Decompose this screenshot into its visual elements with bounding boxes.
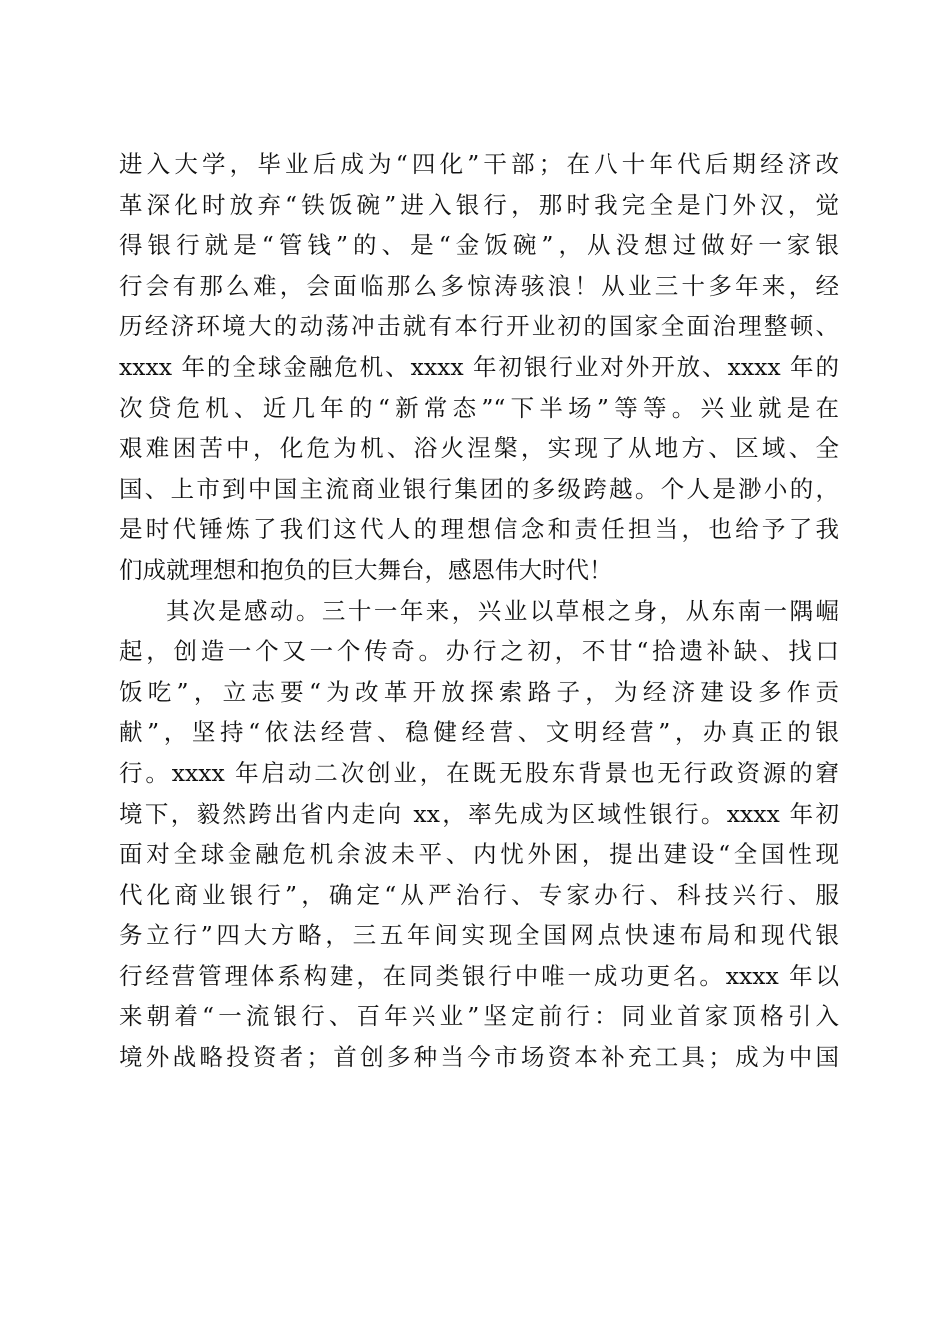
text-line: 得银行就是“管钱”的、是“金饭碗”，从没想过做好一家银 xyxy=(119,231,839,260)
text-line: 起，创造一个又一个传奇。办行之初，不甘“拾遗补缺、找口 xyxy=(119,637,839,666)
text-line: 境下，毅然跨出省内走向 xx，率先成为区域性银行。xxxx 年初 xyxy=(119,799,839,828)
text-line: 是时代锤炼了我们这代人的理想信念和责任担当，也给予了我 xyxy=(119,515,839,544)
text-line: 历经济环境大的动荡冲击就有本行开业初的国家全面治理整顿、 xyxy=(119,312,839,341)
text-line: 行。xxxx 年启动二次创业，在既无股东背景也无行政资源的窘 xyxy=(119,758,839,787)
paragraph-1 xyxy=(119,144,839,591)
text-line: 饭吃”，立志要“为改革开放探索路子，为经济建设多作贡 xyxy=(119,677,839,706)
text-line: 国、上市到中国主流商业银行集团的多级跨越。个人是渺小的， xyxy=(119,474,839,503)
text-line: 其次是感动。三十一年来，兴业以草根之身，从东南一隅崛 xyxy=(166,596,839,625)
text-line: 务立行”四大方略，三五年间实现全国网点快速布局和现代银 xyxy=(119,921,839,950)
text-line: 行会有那么难，会面临那么多惊涛骇浪！从业三十多年来，经 xyxy=(119,271,839,300)
text-line: 革深化时放弃“铁饭碗”进入银行，那时我完全是门外汉，觉 xyxy=(119,190,839,219)
text-line: 献”，坚持“依法经营、稳健经营、文明经营”，办真正的银 xyxy=(119,718,839,747)
text-line: 代化商业银行”，确定“从严治行、专家办行、科技兴行、服 xyxy=(119,880,839,909)
text-line: 来朝着“一流银行、百年兴业”坚定前行：同业首家顶格引入 xyxy=(119,1002,839,1031)
text-line: 次贷危机、近几年的“新常态”“下半场”等等。兴业就是在 xyxy=(119,393,839,422)
text-line: 们成就理想和抱负的巨大舞台，感恩伟大时代！ xyxy=(119,555,613,584)
text-line: 面对全球金融危机余波未平、内忧外困，提出建设“全国性现 xyxy=(119,840,839,869)
paragraph-2 xyxy=(119,591,839,1078)
text-line: 艰难困苦中，化危为机、浴火涅槃，实现了从地方、区域、全 xyxy=(119,434,839,463)
text-line: xxxx 年的全球金融危机、xxxx 年初银行业对外开放、xxxx 年的 xyxy=(119,352,839,381)
text-line: 行经营管理体系构建，在同类银行中唯一成功更名。xxxx 年以 xyxy=(119,961,839,990)
text-line: 境外战略投资者；首创多种当今市场资本补充工具；成为中国 xyxy=(119,1043,839,1072)
body-text xyxy=(119,144,839,1078)
text-line: 进入大学，毕业后成为“四化”干部；在八十年代后期经济改 xyxy=(119,150,839,178)
